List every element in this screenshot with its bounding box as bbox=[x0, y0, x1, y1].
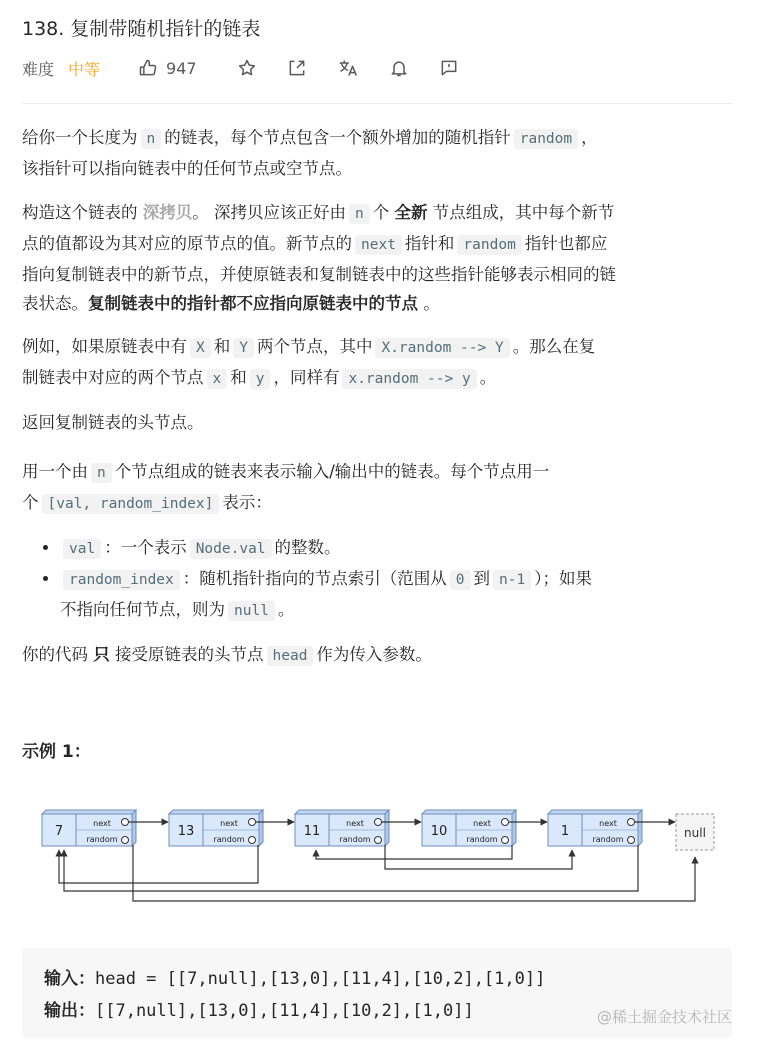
problem-title: 138. 复制带随机指针的链表 bbox=[22, 18, 261, 40]
text: 和 bbox=[213, 337, 231, 356]
node-next-label: next bbox=[599, 819, 617, 828]
next-pointer-dot bbox=[249, 819, 256, 826]
description-paragraph-3 bbox=[22, 332, 737, 394]
thumbs-up-icon bbox=[138, 58, 158, 78]
input-label: 输入： bbox=[44, 969, 95, 989]
translate-button[interactable] bbox=[337, 58, 359, 78]
text: 你的代码 bbox=[22, 645, 88, 664]
input-value: head = [[7,null],[13,0],[11,4],[10,2],[1,0]] bbox=[95, 969, 546, 989]
node-top-face bbox=[422, 810, 516, 814]
deep-copy-link[interactable]: 深拷贝 bbox=[142, 203, 193, 222]
node-next-label: next bbox=[346, 819, 364, 828]
text: 表示： bbox=[222, 493, 272, 512]
inline-code: next bbox=[355, 235, 402, 255]
inline-code: n-1 bbox=[493, 570, 531, 590]
node-side-face bbox=[638, 810, 642, 846]
text: ，同样有 bbox=[273, 368, 340, 387]
inline-code: [val, random_index] bbox=[42, 494, 220, 514]
input-line bbox=[44, 964, 545, 989]
node-value: 10 bbox=[430, 824, 448, 839]
list-item bbox=[60, 533, 762, 564]
description-paragraph-1 bbox=[22, 123, 737, 183]
linked-list-diagram bbox=[36, 805, 726, 905]
text: 制链表中对应的两个节点 bbox=[22, 368, 204, 387]
random-pointer-dot bbox=[502, 837, 509, 844]
favorite-button[interactable] bbox=[237, 58, 257, 78]
node-top-face bbox=[295, 810, 389, 814]
node-next-label: next bbox=[93, 819, 111, 828]
inline-code: random_index bbox=[63, 570, 180, 590]
inline-code: X.random --> Y bbox=[375, 338, 509, 358]
like-button[interactable] bbox=[138, 58, 197, 78]
text: 到 bbox=[473, 569, 490, 588]
header-divider bbox=[22, 103, 732, 104]
list-node-1 bbox=[548, 810, 675, 846]
text: 该指针可以指向链表中的任何节点或空节点。 bbox=[22, 159, 352, 178]
text: 的整数。 bbox=[274, 538, 341, 557]
description-paragraph-6 bbox=[22, 640, 737, 671]
output-label: 输出： bbox=[44, 1001, 95, 1021]
random-pointer-13 bbox=[59, 845, 258, 883]
feedback-button[interactable] bbox=[439, 58, 459, 78]
inline-code: n bbox=[349, 204, 370, 224]
text: 例如，如果原链表中有 bbox=[22, 337, 187, 356]
list-item bbox=[60, 564, 762, 626]
node-random-label: random bbox=[466, 835, 498, 844]
inline-code: X bbox=[190, 338, 211, 358]
inline-code: head bbox=[267, 646, 314, 666]
example-title: 示例 1： bbox=[22, 742, 91, 762]
list-node-11 bbox=[295, 810, 421, 846]
node-random-label: random bbox=[213, 835, 245, 844]
share-button[interactable] bbox=[287, 58, 307, 78]
random-pointer-1 bbox=[64, 845, 638, 891]
random-pointer-dot bbox=[628, 837, 635, 844]
text: 不指向任何节点，则为 bbox=[60, 600, 225, 619]
description-paragraph-2 bbox=[22, 198, 737, 318]
text: 个 bbox=[372, 203, 390, 222]
inline-code: n bbox=[141, 129, 162, 149]
inline-code: random bbox=[514, 129, 578, 149]
node-side-face bbox=[385, 810, 389, 846]
text: 个节点组成的链表来表示输入/输出中的链表。每个节点用一 bbox=[114, 462, 550, 481]
bold-text: 复制链表中的指针都不应指向原链表中的节点 bbox=[88, 294, 418, 313]
bold-text: 全新 bbox=[394, 203, 428, 222]
text: 指针也都应 bbox=[524, 234, 608, 253]
node-side-face bbox=[512, 810, 516, 846]
text: 。 深拷贝应该正好由 bbox=[192, 203, 346, 222]
node-value: 11 bbox=[303, 824, 321, 839]
node-random-label: random bbox=[339, 835, 371, 844]
watermark: @稀土掘金技术社区 bbox=[597, 1008, 733, 1026]
random-pointer-dot bbox=[122, 837, 129, 844]
translate-icon bbox=[337, 58, 359, 78]
difficulty-label: 难度 bbox=[22, 59, 55, 79]
node-random-label: random bbox=[592, 835, 624, 844]
node-next-label: next bbox=[473, 819, 491, 828]
inline-code: x bbox=[207, 369, 228, 389]
subscribe-button[interactable] bbox=[389, 58, 409, 78]
problem-meta-bar bbox=[22, 56, 522, 80]
text: 。 bbox=[479, 368, 497, 387]
next-pointer-dot bbox=[628, 819, 635, 826]
feedback-icon bbox=[439, 58, 459, 78]
node-top-face bbox=[42, 810, 136, 814]
text: 。那么在复 bbox=[512, 337, 596, 356]
inline-code: y bbox=[250, 369, 271, 389]
random-pointer-dot bbox=[375, 837, 382, 844]
inline-code: random bbox=[457, 235, 521, 255]
inline-code: 0 bbox=[450, 570, 471, 590]
node-top-face bbox=[548, 810, 642, 814]
random-pointer-dot bbox=[249, 837, 256, 844]
text: 点的值都设为其对应的原节点的值。新节点的 bbox=[22, 234, 352, 253]
node-side-face bbox=[259, 810, 263, 846]
node-top-face bbox=[169, 810, 263, 814]
inline-code: n bbox=[91, 463, 112, 483]
share-icon bbox=[287, 58, 307, 78]
text: ：一个表示 bbox=[104, 538, 187, 557]
next-pointer-dot bbox=[375, 819, 382, 826]
text: 两个节点，其中 bbox=[256, 337, 373, 356]
list-node-7 bbox=[42, 810, 168, 846]
text: 作为传入参数。 bbox=[316, 645, 432, 664]
text: 接受原链表的头节点 bbox=[115, 645, 264, 664]
inline-code: null bbox=[228, 601, 275, 621]
text: 的链表，每个节点包含一个额外增加的随机指针 bbox=[164, 128, 511, 147]
text: 表状态。 bbox=[22, 294, 88, 313]
text: ）；如果 bbox=[534, 569, 592, 588]
description-paragraph-4: 返回复制链表的头节点。 bbox=[22, 413, 204, 432]
next-pointer-dot bbox=[502, 819, 509, 826]
text: 节点组成，其中每个新节 bbox=[432, 203, 615, 222]
inline-code: Node.val bbox=[190, 539, 272, 559]
node-random-label: random bbox=[86, 835, 118, 844]
inline-code: x.random --> y bbox=[342, 369, 476, 389]
difficulty-badge: 中等 bbox=[68, 59, 101, 79]
node-side-face bbox=[132, 810, 136, 846]
description-paragraph-5 bbox=[22, 457, 737, 519]
next-pointer-dot bbox=[122, 819, 129, 826]
random-pointer-11b bbox=[385, 845, 572, 869]
text: ， bbox=[581, 128, 598, 147]
text: 和 bbox=[230, 368, 247, 387]
null-label: null bbox=[684, 826, 706, 840]
text: 。 bbox=[423, 294, 440, 313]
text: 用一个由 bbox=[22, 462, 88, 481]
random-pointer-7 bbox=[133, 845, 695, 901]
text: 指针和 bbox=[404, 234, 455, 253]
like-count: 947 bbox=[166, 58, 197, 78]
bell-icon bbox=[389, 58, 409, 78]
inline-code: val bbox=[63, 539, 101, 559]
output-value: [[7,null],[13,0],[11,4],[10,2],[1,0]] bbox=[95, 1001, 474, 1021]
text: 构造这个链表的 bbox=[22, 203, 138, 222]
text: 指向复制链表中的新节点，并使原链表和复制链表中的这些指针能够表示相同的链 bbox=[22, 265, 616, 284]
node-value: 13 bbox=[177, 824, 195, 839]
inline-code: Y bbox=[233, 338, 254, 358]
output-line bbox=[44, 996, 474, 1021]
star-icon bbox=[237, 58, 257, 78]
random-pointer-10 bbox=[316, 845, 512, 859]
node-value: 1 bbox=[560, 824, 570, 839]
list-node-10 bbox=[422, 810, 547, 846]
text: ：随机指针指向的节点索引（范围从 bbox=[182, 569, 447, 588]
node-next-label: next bbox=[220, 819, 238, 828]
bold-text: 只 bbox=[93, 645, 110, 664]
text: 给你一个长度为 bbox=[22, 128, 138, 147]
text: 个 bbox=[22, 493, 39, 512]
node-value: 7 bbox=[54, 824, 64, 839]
list-node-13 bbox=[169, 810, 294, 846]
text: 。 bbox=[277, 600, 295, 619]
